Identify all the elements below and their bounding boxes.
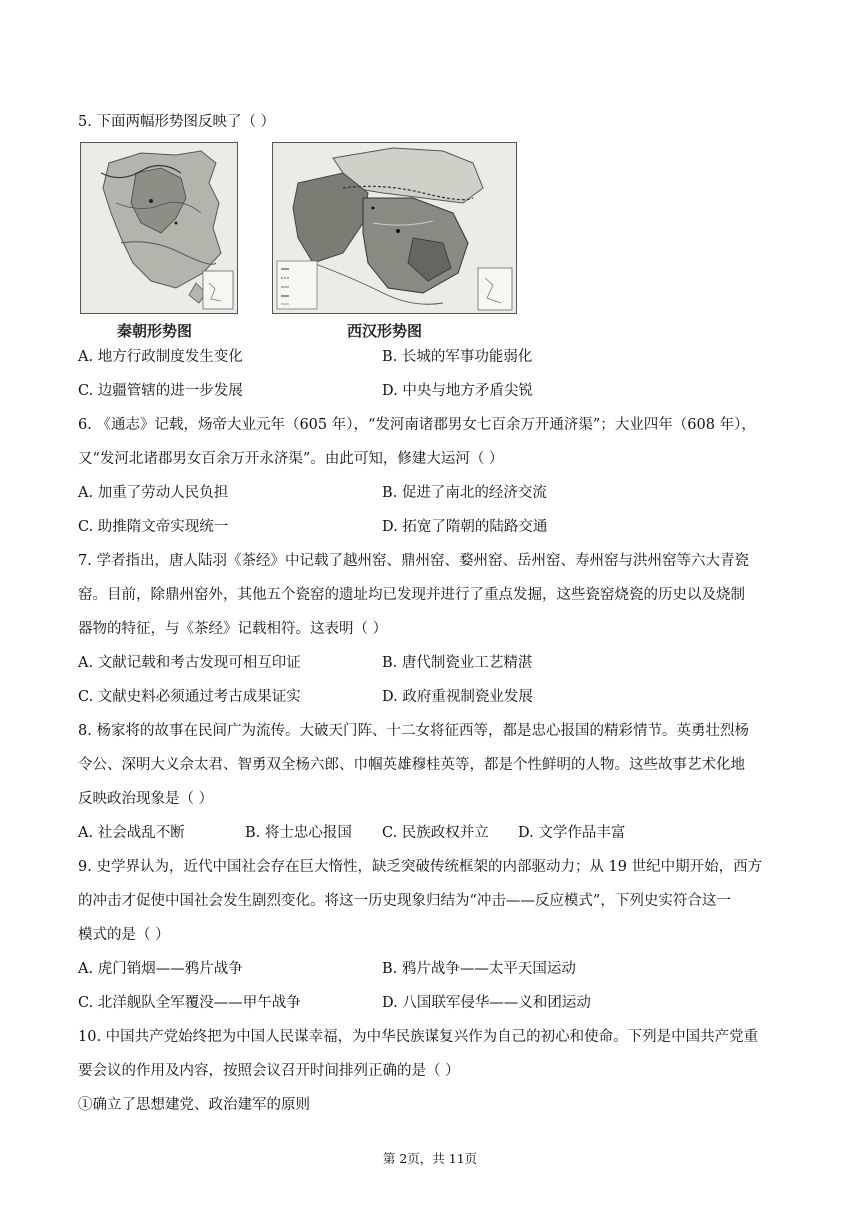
page-footer: 第 2页，共 11页 bbox=[382, 1151, 478, 1166]
q6-option-c: C. 助推隋文帝实现统一 bbox=[78, 519, 229, 535]
q5-option-b: B. 长城的军事功能弱化 bbox=[382, 349, 533, 365]
q6-option-b: B. 促进了南北的经济交流 bbox=[382, 485, 547, 501]
western-han-map-caption: 西汉形势图 bbox=[347, 322, 423, 340]
q8-option-d: D. 文学作品丰富 bbox=[518, 825, 626, 841]
q5-stem: 5. 下面两幅形势图反映了（ ） bbox=[78, 114, 276, 130]
q8-option-c: C. 民族政权并立 bbox=[382, 825, 489, 841]
qin-map-caption: 秦朝形势图 bbox=[117, 322, 193, 340]
q7-option-d: D. 政府重视制瓷业发展 bbox=[382, 689, 533, 705]
q9-option-c: C. 北洋舰队全军覆没——甲午战争 bbox=[78, 995, 301, 1011]
q8-stem-line-3: 反映政治现象是（ ） bbox=[78, 791, 214, 807]
q10-stem-line-1: 10. 中国共产党始终把为中国人民谋幸福，为中华民族谋复兴作为自己的初心和使命。下列是中国共产党重 bbox=[78, 1029, 759, 1045]
q6-stem-line-1: 6. 《通志》记载，炀帝大业元年（605 年），“发河南诸郡男女七百余万开通济渠”；大业四年（608 年）， bbox=[78, 417, 756, 433]
q9-stem-line-3: 模式的是（ ） bbox=[78, 927, 170, 943]
q10-item-1: ①确立了思想建党、政治建军的原则 bbox=[78, 1097, 310, 1113]
q7-stem-line-2: 窑。目前，除鼎州窑外，其他五个瓷窑的遗址均已发现并进行了重点发掘，这些瓷窑烧瓷的历史以及烧制 bbox=[78, 587, 745, 603]
q7-option-c: C. 文献史料必须通过考古成果证实 bbox=[78, 689, 301, 705]
q9-option-d: D. 八国联军侵华——义和团运动 bbox=[382, 995, 591, 1011]
q9-option-a: A. 虎门销烟——鸦片战争 bbox=[78, 961, 243, 977]
q8-option-a: A. 社会战乱不断 bbox=[78, 825, 185, 841]
q8-stem-line-1: 8. 杨家将的故事在民间广为流传。大破天门阵、十二女将征西等，都是忠心报国的精彩情节。英勇壮烈杨 bbox=[78, 723, 749, 739]
qin-map-image bbox=[80, 142, 238, 314]
q6-option-a: A. 加重了劳动人民负担 bbox=[78, 485, 229, 501]
q6-option-d: D. 拓宽了隋朝的陆路交通 bbox=[382, 519, 548, 535]
q9-stem-line-1: 9. 史学界认为，近代中国社会存在巨大惰性，缺乏突破传统框架的内部驱动力；从 19 世纪中期开始，西方 bbox=[78, 859, 763, 875]
q5-option-c: C. 边疆管辖的进一步发展 bbox=[78, 383, 243, 399]
q5-option-d: D. 中央与地方矛盾尖锐 bbox=[382, 383, 533, 399]
q7-option-a: A. 文献记载和考古发现可相互印证 bbox=[78, 655, 301, 671]
western-han-map-graphic bbox=[273, 143, 516, 313]
q9-option-b: B. 鸦片战争——太平天国运动 bbox=[382, 961, 576, 977]
q7-stem-line-3: 器物的特征，与《茶经》记载相符。这表明（ ） bbox=[78, 621, 388, 637]
q6-stem-line-2: 又“发河北诸郡男女百余万开永济渠”。由此可知，修建大运河（ ） bbox=[78, 451, 504, 467]
q8-option-b: B. 将士忠心报国 bbox=[245, 825, 352, 841]
western-han-map-image bbox=[272, 142, 517, 314]
q9-stem-line-2: 的冲击才促使中国社会发生剧烈变化。将这一历史现象归结为“冲击——反应模式”，下列史实符合这一 bbox=[78, 893, 731, 909]
q5-option-a: A. 地方行政制度发生变化 bbox=[78, 349, 243, 365]
q7-stem-line-1: 7. 学者指出，唐人陆羽《茶经》中记载了越州窑、鼎州窑、婺州窑、岳州窑、寿州窑与洪州窑等六大青瓷 bbox=[78, 553, 749, 569]
q10-stem-line-2: 要会议的作用及内容，按照会议召开时间排列正确的是（ ） bbox=[78, 1063, 460, 1079]
q8-stem-line-2: 令公、深明大义佘太君、智勇双全杨六郎、巾帼英雄穆桂英等，都是个性鲜明的人物。这些故事艺术化地 bbox=[78, 757, 745, 773]
q7-option-b: B. 唐代制瓷业工艺精湛 bbox=[382, 655, 533, 671]
qin-map-graphic bbox=[81, 143, 237, 313]
